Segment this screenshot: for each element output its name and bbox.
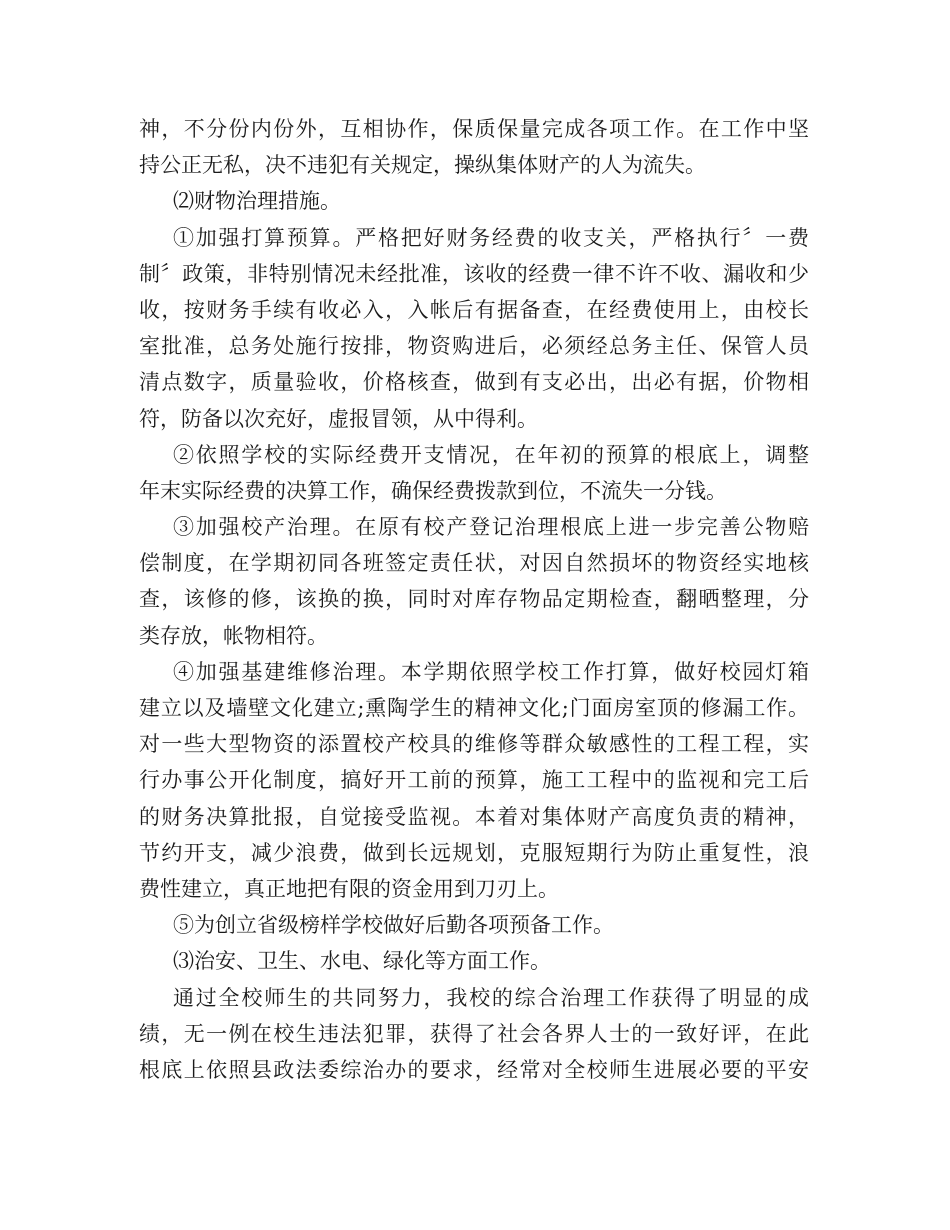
text-line: 对一些大型物资的添置校产校具的维修等群众敏感性的工程工程，实 [139,732,809,757]
text-line: 室批准，总务处施行按排，物资购进后，必须经总务主任、保管人员 [139,334,809,359]
text-line: ⑶治安、卫生、水电、绿化等方面工作。 [173,949,551,974]
text-line: 符，防备以次充好，虚报冒领，从中得利。 [139,406,538,431]
text-line: ②依照学校的实际经费开支情况，在年初的预算的根底上，调整 [173,442,809,467]
text-line: 费性建立，真正地把有限的资金用到刀刃上。 [139,876,559,901]
text-line: ④加强基建维修治理。本学期依照学校工作打算，做好校园灯箱 [173,659,809,684]
text-line: ⑵财物治理措施。 [173,189,341,214]
text-line: 清点数字，质量验收，价格核查，做到有支必出，出必有据，价物相 [139,370,809,395]
text-line: 查，该修的修，该换的换，同时对库存物品定期检查，翻晒整理，分 [139,587,809,612]
text-line: 建立以及墙壁文化建立;熏陶学生的精神文化;门面房室顶的修漏工作。 [139,696,809,720]
text-line: 收，按财务手续有收必入，入帐后有据备查，在经费使用上，由校长 [139,297,809,322]
text-line: 绩，无一例在校生违法犯罪，获得了社会各界人士的一致好评，在此 [139,1021,809,1046]
text-line: 制〞政策，非特别情况未经批准，该收的经费一律不许不收、漏收和少 [139,261,809,286]
text-line: 通过全校师生的共同努力，我校的综合治理工作获得了明显的成 [173,985,809,1010]
text-line: 的财务决算批报，自觉接受监视。本着对集体财产高度负责的精神， [139,804,809,829]
text-line: 年末实际经费的决算工作，确保经费拨款到位，不流失一分钱。 [139,478,727,503]
text-line: 偿制度，在学期初同各班签定责任状，对因自然损坏的物资经实地核 [139,551,809,576]
text-line: 行办事公开化制度，搞好开工前的预算，施工工程中的监视和完工后 [139,768,809,793]
text-line: 神，不分份内份外，互相协作，保质保量完成各项工作。在工作中坚 [139,117,809,141]
text-line: ①加强打算预算。严格把好财务经费的收支关，严格执行〞一费 [173,225,809,250]
document-body [139,111,809,1088]
text-line: ③加强校产治理。在原有校产登记治理根底上进一步完善公物赔 [173,515,809,540]
text-line: 持公正无私，决不违犯有关规定，操纵集体财产的人为流失。 [139,153,706,178]
text-line: ⑤为创立省级榜样学校做好后勤各项预备工作。 [173,913,614,938]
text-line: 类存放，帐物相符。 [139,623,328,648]
text-line: 根底上依照县政法委综治办的要求，经常对全校师生进展必要的平安 [139,1057,809,1082]
text-line: 节约开支，减少浪费，做到长远规划，克服短期行为防止重复性，浪 [139,840,809,865]
